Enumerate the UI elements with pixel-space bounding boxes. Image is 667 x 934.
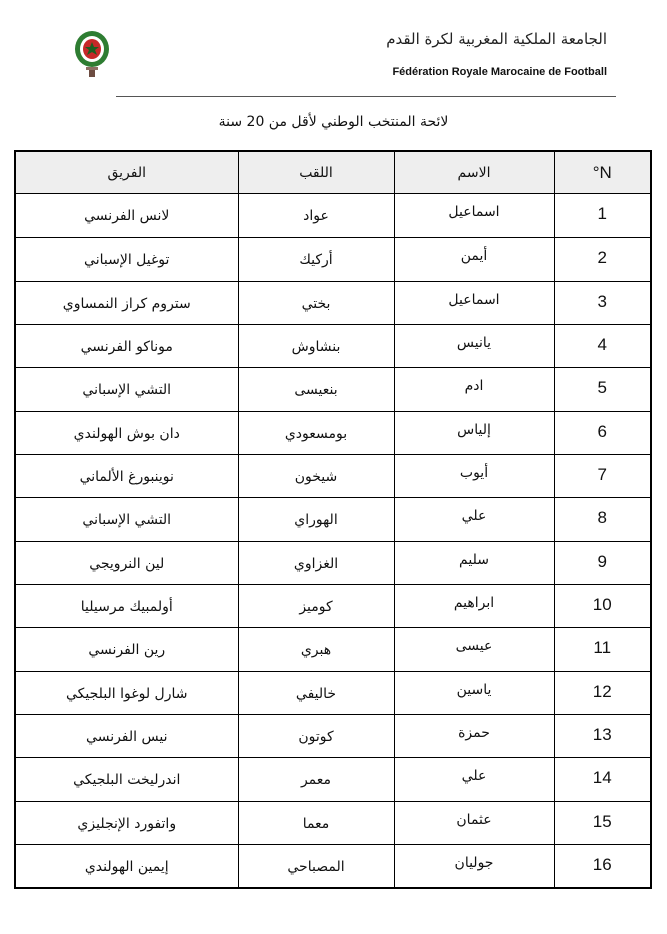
cell-surname: أركيك [238,238,394,282]
cell-number: 1 [554,194,651,238]
table-row [15,802,651,845]
cell-team: نيس الفرنسي [15,715,238,758]
cell-surname: هبري [238,628,394,672]
cell-team: نوينبورغ الألماني [15,455,238,498]
cell-number: 8 [554,498,651,542]
cell-number: 14 [554,758,651,802]
cell-team: واتفورد الإنجليزي [15,802,238,845]
cell-team: التشي الإسباني [15,498,238,542]
header-number: N° [554,151,651,194]
table-row [15,455,651,498]
cell-surname: الهوراي [238,498,394,542]
table-row [15,758,651,802]
federation-name-arabic: الجامعة الملكية المغربية لكرة القدم [386,30,607,48]
cell-name: اسماعيل [394,282,554,325]
cell-name: ياسين [394,672,554,715]
table-row [15,282,651,325]
cell-number: 6 [554,412,651,455]
table-row [15,585,651,628]
cell-name: ابراهيم [394,585,554,628]
cell-team: لين النرويجي [15,542,238,585]
federation-name-french: Fédération Royale Marocaine de Football [392,66,607,78]
table-row [15,412,651,455]
cell-team: أولمبيك مرسيليا [15,585,238,628]
cell-name: علي [394,498,554,542]
cell-number: 4 [554,325,651,368]
table-row [15,238,651,282]
cell-name: يانيس [394,325,554,368]
cell-number: 2 [554,238,651,282]
cell-name: أيمن [394,238,554,282]
cell-number: 3 [554,282,651,325]
table-row [15,325,651,368]
cell-name: عثمان [394,802,554,845]
header-team: الفريق [15,151,238,194]
cell-name: حمزة [394,715,554,758]
table-row [15,715,651,758]
cell-name: أيوب [394,455,554,498]
cell-number: 11 [554,628,651,672]
table-row [15,542,651,585]
cell-team: توغيل الإسباني [15,238,238,282]
table-body [15,194,651,888]
cell-team: التشي الإسباني [15,368,238,412]
cell-number: 12 [554,672,651,715]
cell-surname: بنشاوش [238,325,394,368]
cell-number: 5 [554,368,651,412]
cell-name: سليم [394,542,554,585]
cell-name: إلياس [394,412,554,455]
cell-team: لانس الفرنسي [15,194,238,238]
cell-surname: خاليفي [238,672,394,715]
cell-team: شارل لوغوا البلجيكي [15,672,238,715]
table-row [15,628,651,672]
cell-surname: شيخون [238,455,394,498]
frmf-crest-icon [72,27,112,79]
document-title: لائحة المنتخب الوطني لأقل من 20 سنة [218,114,449,130]
cell-name: عيسى [394,628,554,672]
cell-team: إيمين الهولندي [15,845,238,888]
table-row [15,498,651,542]
table-row [15,194,651,238]
cell-surname: بختي [238,282,394,325]
cell-number: 7 [554,455,651,498]
cell-number: 16 [554,845,651,888]
cell-surname: بومسعودي [238,412,394,455]
cell-number: 9 [554,542,651,585]
cell-surname: بنعيسى [238,368,394,412]
cell-team: ستروم كراز النمساوي [15,282,238,325]
table-header-row [15,151,651,194]
header-divider [116,96,616,97]
table-row [15,845,651,888]
cell-surname: كوتون [238,715,394,758]
cell-team: رين الفرنسي [15,628,238,672]
cell-surname: معما [238,802,394,845]
squad-table [14,150,652,889]
cell-surname: كوميز [238,585,394,628]
cell-number: 10 [554,585,651,628]
table-row [15,672,651,715]
cell-number: 15 [554,802,651,845]
cell-team: دان بوش الهولندي [15,412,238,455]
cell-team: موناكو الفرنسي [15,325,238,368]
cell-name: علي [394,758,554,802]
header-surname: اللقب [238,151,394,194]
cell-surname: معمر [238,758,394,802]
cell-team: اندرليخت البلجيكي [15,758,238,802]
cell-name: جوليان [394,845,554,888]
cell-name: اسماعيل [394,194,554,238]
header-name: الاسم [394,151,554,194]
cell-name: ادم [394,368,554,412]
cell-surname: الغزاوي [238,542,394,585]
table-row [15,368,651,412]
cell-number: 13 [554,715,651,758]
cell-surname: المصباحي [238,845,394,888]
cell-surname: عواد [238,194,394,238]
